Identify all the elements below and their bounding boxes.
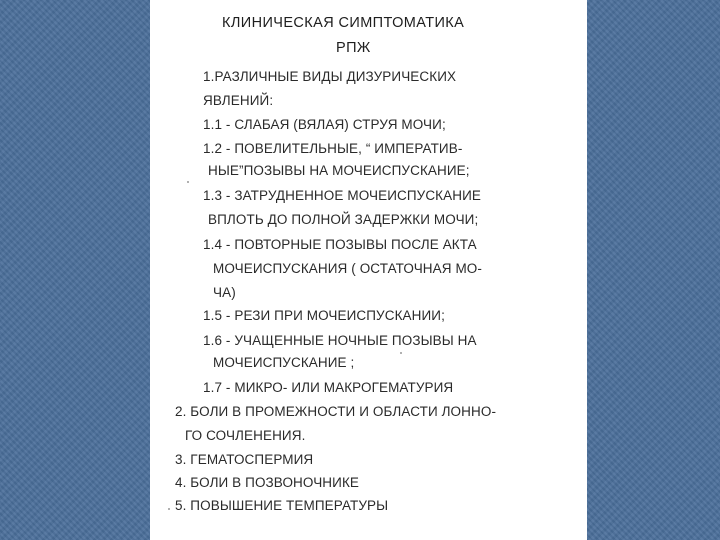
symptom-line: 1.6 - УЧАЩЕННЫЕ НОЧНЫЕ ПОЗЫВЫ НА — [203, 333, 477, 348]
symptom-line: ВПЛОТЬ ДО ПОЛНОЙ ЗАДЕРЖКИ МОЧИ; — [208, 212, 479, 227]
symptom-line: 1.1 - СЛАБАЯ (ВЯЛАЯ) СТРУЯ МОЧИ; — [203, 117, 446, 132]
symptom-line: МОЧЕИСПУСКАНИЕ ; — [213, 355, 355, 370]
symptom-line: 1.2 - ПОВЕЛИТЕЛЬНЫЕ, “ ИМПЕРАТИВ- — [203, 141, 463, 156]
symptom-line: ЯВЛЕНИЙ: — [203, 93, 274, 108]
symptom-line: 1.5 - РЕЗИ ПРИ МОЧЕИСПУСКАНИИ; — [203, 308, 445, 323]
symptom-line: МОЧЕИСПУСКАНИЯ ( ОСТАТОЧНАЯ МО- — [213, 261, 482, 276]
title-line-1: КЛИНИЧЕСКАЯ СИМПТОМАТИКА — [222, 15, 465, 31]
symptom-line: 3. ГЕМАТОСПЕРМИЯ — [175, 452, 314, 467]
symptom-line: 4. БОЛИ В ПОЗВОНОЧНИКЕ — [175, 475, 360, 490]
scan-speck — [187, 181, 189, 183]
symptom-line: ГО СОЧЛЕНЕНИЯ. — [185, 428, 306, 443]
scan-speck — [400, 352, 402, 354]
symptom-line: НЫЕ”ПОЗЫВЫ НА МОЧЕИСПУСКАНИЕ; — [208, 163, 470, 178]
scan-speck — [168, 508, 170, 510]
symptom-line: 1.3 - ЗАТРУДНЕННОЕ МОЧЕИСПУСКАНИЕ — [203, 188, 481, 203]
scanned-page — [150, 0, 587, 540]
symptom-line: 5. ПОВЫШЕНИЕ ТЕМПЕРАТУРЫ — [175, 498, 389, 513]
symptom-line: ЧА) — [213, 285, 236, 300]
symptom-line: 1.4 - ПОВТОРНЫЕ ПОЗЫВЫ ПОСЛЕ АКТА — [203, 237, 477, 252]
symptom-line: 2. БОЛИ В ПРОМЕЖНОСТИ И ОБЛАСТИ ЛОННО- — [175, 404, 497, 419]
symptom-line: 1.РАЗЛИЧНЫЕ ВИДЫ ДИЗУРИЧЕСКИХ — [203, 69, 457, 84]
title-line-2: РПЖ — [336, 40, 371, 56]
symptom-line: 1.7 - МИКРО- ИЛИ МАКРОГЕМАТУРИЯ — [203, 380, 454, 395]
